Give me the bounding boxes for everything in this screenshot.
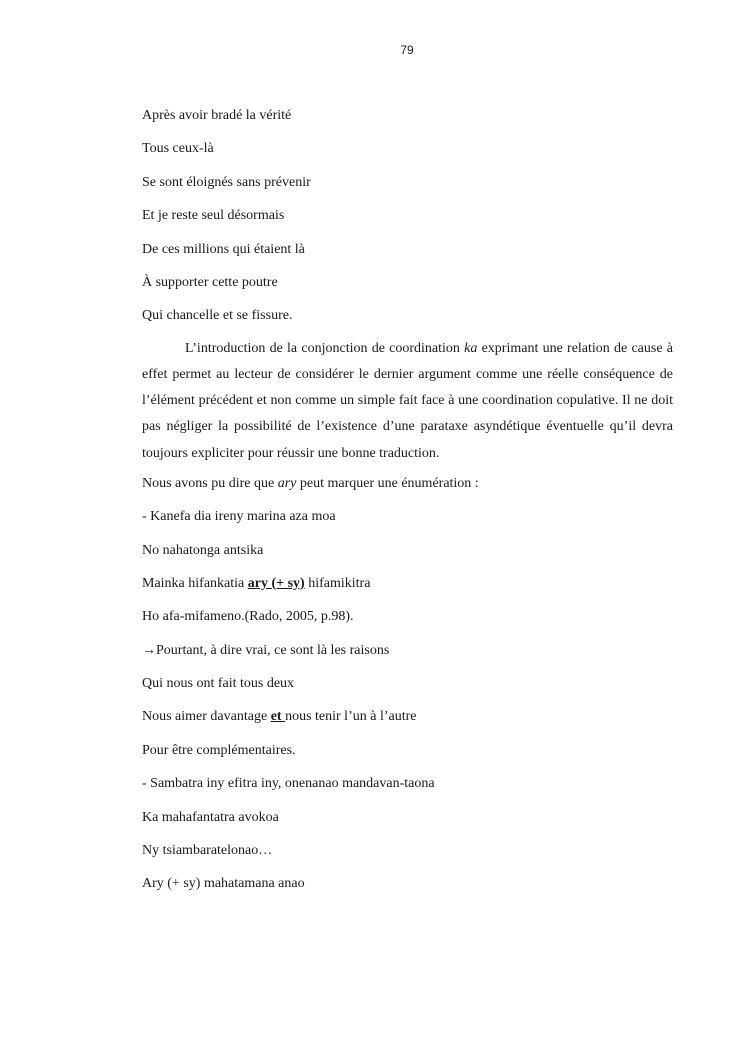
intro-text: Nous avons pu dire que: [142, 475, 278, 491]
page-body: [142, 104, 673, 906]
marked-conjunction: ary (+ sy): [247, 575, 305, 591]
example-line: - Sambatra iny efitra iny, onenanao mandavan-taona: [142, 776, 435, 792]
intro-term: ary: [277, 475, 297, 491]
translation-line: →Pourtant, à dire vrai, ce sont là les raisons: [142, 642, 390, 658]
intro-text: peut marquer une énumération :: [296, 475, 479, 491]
example-text: hifamikitra: [304, 575, 371, 591]
translation-text: Nous aimer davantage: [142, 709, 271, 725]
poem-line: Se sont éloignés sans prévenir: [142, 174, 311, 190]
poem-line: Après avoir bradé la vérité: [142, 108, 292, 123]
translation-line: Pour être complémentaires.: [142, 742, 296, 758]
intro-line: [142, 472, 673, 505]
example-line: No nahatonga antsika: [142, 542, 264, 558]
poem-line: De ces millions qui étaient là: [142, 241, 305, 257]
poem-line: Qui chancelle et se fissure.: [142, 308, 293, 324]
paragraph-text: L’introduction de la conjonction de coordination: [185, 340, 465, 356]
example-line: [142, 572, 673, 605]
translation-line: Qui nous ont fait tous deux: [142, 676, 295, 692]
paragraph-term: ka: [464, 340, 478, 356]
poem-line: Tous ceux-là: [142, 141, 214, 157]
translation-line: [142, 705, 673, 738]
example-text: Mainka hifankatia: [142, 575, 248, 591]
example-line: Ary (+ sy) mahatamana anao: [142, 876, 305, 892]
marked-conjunction: et: [270, 709, 286, 725]
example-line: Ho afa-mifameno.(Rado, 2005, p.98).: [142, 609, 354, 625]
analysis-paragraph: [142, 336, 673, 467]
example-line: Ka mahafantatra avokoa: [142, 809, 279, 825]
translation-text: nous tenir l’un à l’autre: [285, 709, 417, 725]
paragraph-text: exprimant une relation de cause à effet permet au lecteur de considérer le dernier argument comme une réelle conséquence de l’élément précédent et non comme un simple fait face à une coordination copulative. Il ne doit pas négliger la possibilité de l’existence d’une parataxe asyndétique éventuelle qu’il devra toujours expliciter pour réussir une bonne traduction.: [142, 340, 673, 461]
example-line: Ny tsiambaratelonao…: [142, 843, 273, 859]
page-number: 79: [400, 43, 414, 57]
poem-line: À supporter cette poutre: [142, 274, 278, 290]
poem-line: Et je reste seul désormais: [142, 208, 285, 224]
example-line: - Kanefa dia ireny marina aza moa: [142, 509, 336, 525]
